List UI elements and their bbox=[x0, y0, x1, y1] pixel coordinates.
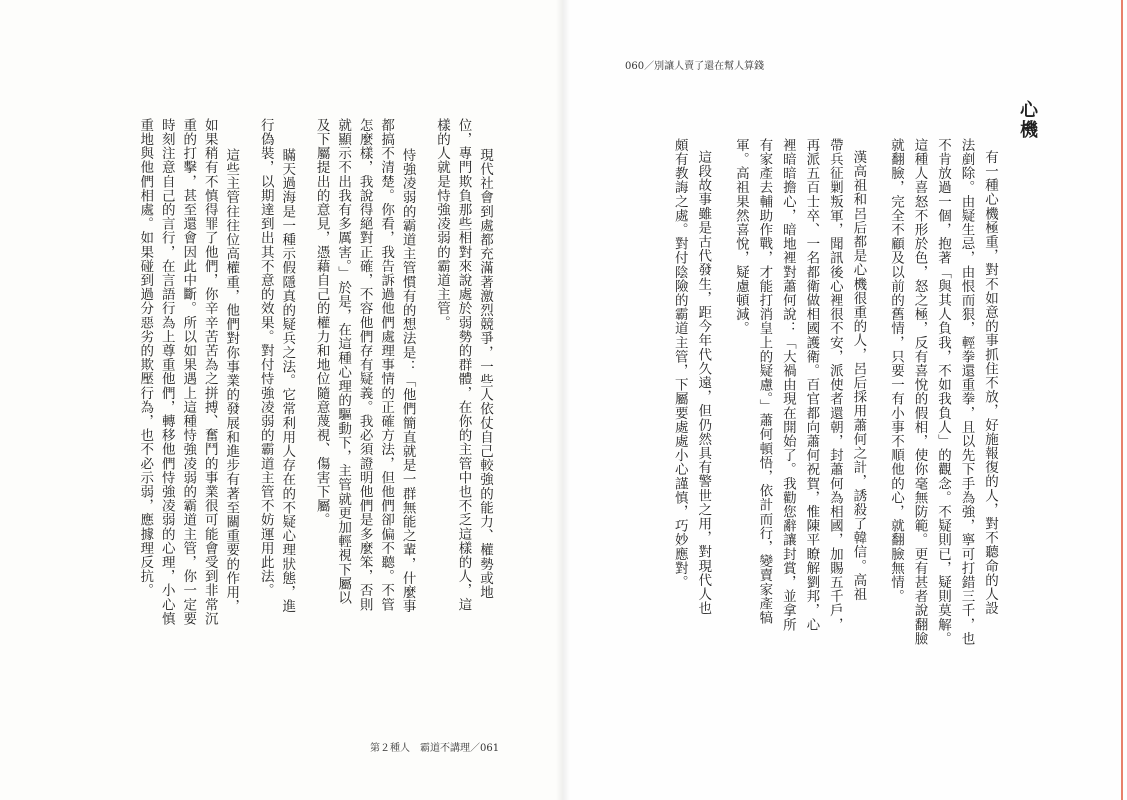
text-column: 這段故事雖是古代發生，距今年代久遠，但仍然具有警世之用，對現代人也 bbox=[695, 150, 712, 616]
text-column: 瞞天過海是一種示假隱真的疑兵之法。它常利用人存在的不疑心理狀態，進 bbox=[279, 148, 296, 614]
right-page bbox=[563, 0, 1127, 800]
text-column: 軍。高祖果然喜悅，疑慮頓減。 bbox=[732, 138, 749, 336]
text-column: 頗有教誨之處。對付陰險的霸道主管，下屬要處處小心謹慎，巧妙應對。 bbox=[671, 138, 688, 590]
page-edge bbox=[1121, 0, 1123, 800]
text-column: 及下屬提出的意見，憑藉自己的權力和地位隨意蔑視、傷害下屬。 bbox=[313, 118, 330, 527]
text-column: 這些主管往往位高權重，他們對你事業的發展和進步有著至關重要的作用， bbox=[223, 148, 240, 614]
page-footer: 第２種人 霸道不講理／061 bbox=[370, 743, 500, 754]
text-column: 漢高祖和呂后都是心機很重的人，呂后採用蕭何之計，誘殺了韓信。高祖 bbox=[850, 150, 867, 602]
text-column: 位，專門欺負那些相對來說處於弱勢的群體，在你的主管中也不乏這樣的人，這 bbox=[455, 118, 472, 612]
book-spine-shadow bbox=[556, 0, 570, 800]
text-column: 恃強凌弱的霸道主管慣有的想法是：「他們簡直就是一群無能之輩，什麼事 bbox=[399, 148, 416, 614]
text-column: 有一種心機極重，對不如意的事抓住不放，好施報復的人，對不聽命的人設 bbox=[982, 150, 998, 616]
text-column: 樣的人就是恃強凌弱的霸道主管。 bbox=[434, 118, 450, 330]
text-column: 法剷除。由疑生忌，由恨而狠，輕拳還重拳，且以先下手為強，寧可打錯三千，也 bbox=[958, 138, 975, 646]
text-column: 如果稍有不慎得罪了他們，你辛辛苦苦為之拼搏、奮鬥的事業很可能會受到非常沉 bbox=[201, 118, 218, 626]
text-column: 這種人喜怒不形於色，怒之極，反有喜悅的假相，使你毫無防範。更有甚者說翻臉 bbox=[911, 138, 928, 646]
text-column: 行偽裝，以期達到出其不意的效果。對付恃強凌弱的霸道主管不妨運用此法。 bbox=[257, 118, 274, 598]
text-column: 重地與他們相處。如果碰到過分惡劣的欺壓行為，也不必示弱，應據理反抗。 bbox=[137, 118, 154, 598]
text-column: 重的打擊，甚至還會因此中斷。所以如果遇上這種恃強凌弱的霸道主管，你一定要 bbox=[180, 118, 197, 626]
text-column: 現代社會到處都充滿著激烈競爭，一些人依仗自己較強的能力、權勢或地 bbox=[477, 148, 493, 600]
text-column: 帶兵征剿叛軍，聞訊後心裡很不安，派使者還朝，封蕭何為相國，加賜五千戶， bbox=[826, 138, 843, 632]
text-column: 不肯放過一個，抱著「與其人負我，不如我負人」的觀念。不疑則已，疑則莫解。 bbox=[935, 138, 951, 646]
running-header: 060／別讓人賣了還在幫人算錢 bbox=[625, 61, 765, 72]
text-column: 就翻臉，完全不顧及以前的舊情，只要一有小事不順他的心，就翻臉無情。 bbox=[888, 138, 904, 604]
text-column: 怎麼樣，我說得絕對正確，不容他們存有疑義。我必須證明他們是多麼笨，否則 bbox=[356, 118, 373, 612]
text-column: 有家產去輔助作戰，才能打消皇上的疑慮。」蕭何頓悟，依計而行，變賣家產犒 bbox=[756, 138, 773, 625]
text-column: 就顯示不出我有多厲害。」於是，在這種心理的驅動下，主管就更加輕視下屬以 bbox=[335, 118, 352, 605]
section-title: 心機 bbox=[1017, 100, 1038, 140]
text-column: 都搞不清楚。你看，我告訴過他們處理事情的正確方法，但他們卻偏不聽。不管 bbox=[378, 118, 395, 612]
text-column: 裡暗暗擔心，暗地裡對蕭何說：「大禍由現在開始了。我勸您辭讓封賞，並拿所 bbox=[779, 138, 796, 632]
text-column: 時刻注意自己的言行，在言語行為上尊重他們，轉移他們恃強凌弱的心理，小心慎 bbox=[158, 118, 175, 626]
text-column: 再派五百士卒、一名都衛做相國護衛。百官都向蕭何祝賀，惟陳平瞭解劉邦，心 bbox=[803, 138, 820, 632]
